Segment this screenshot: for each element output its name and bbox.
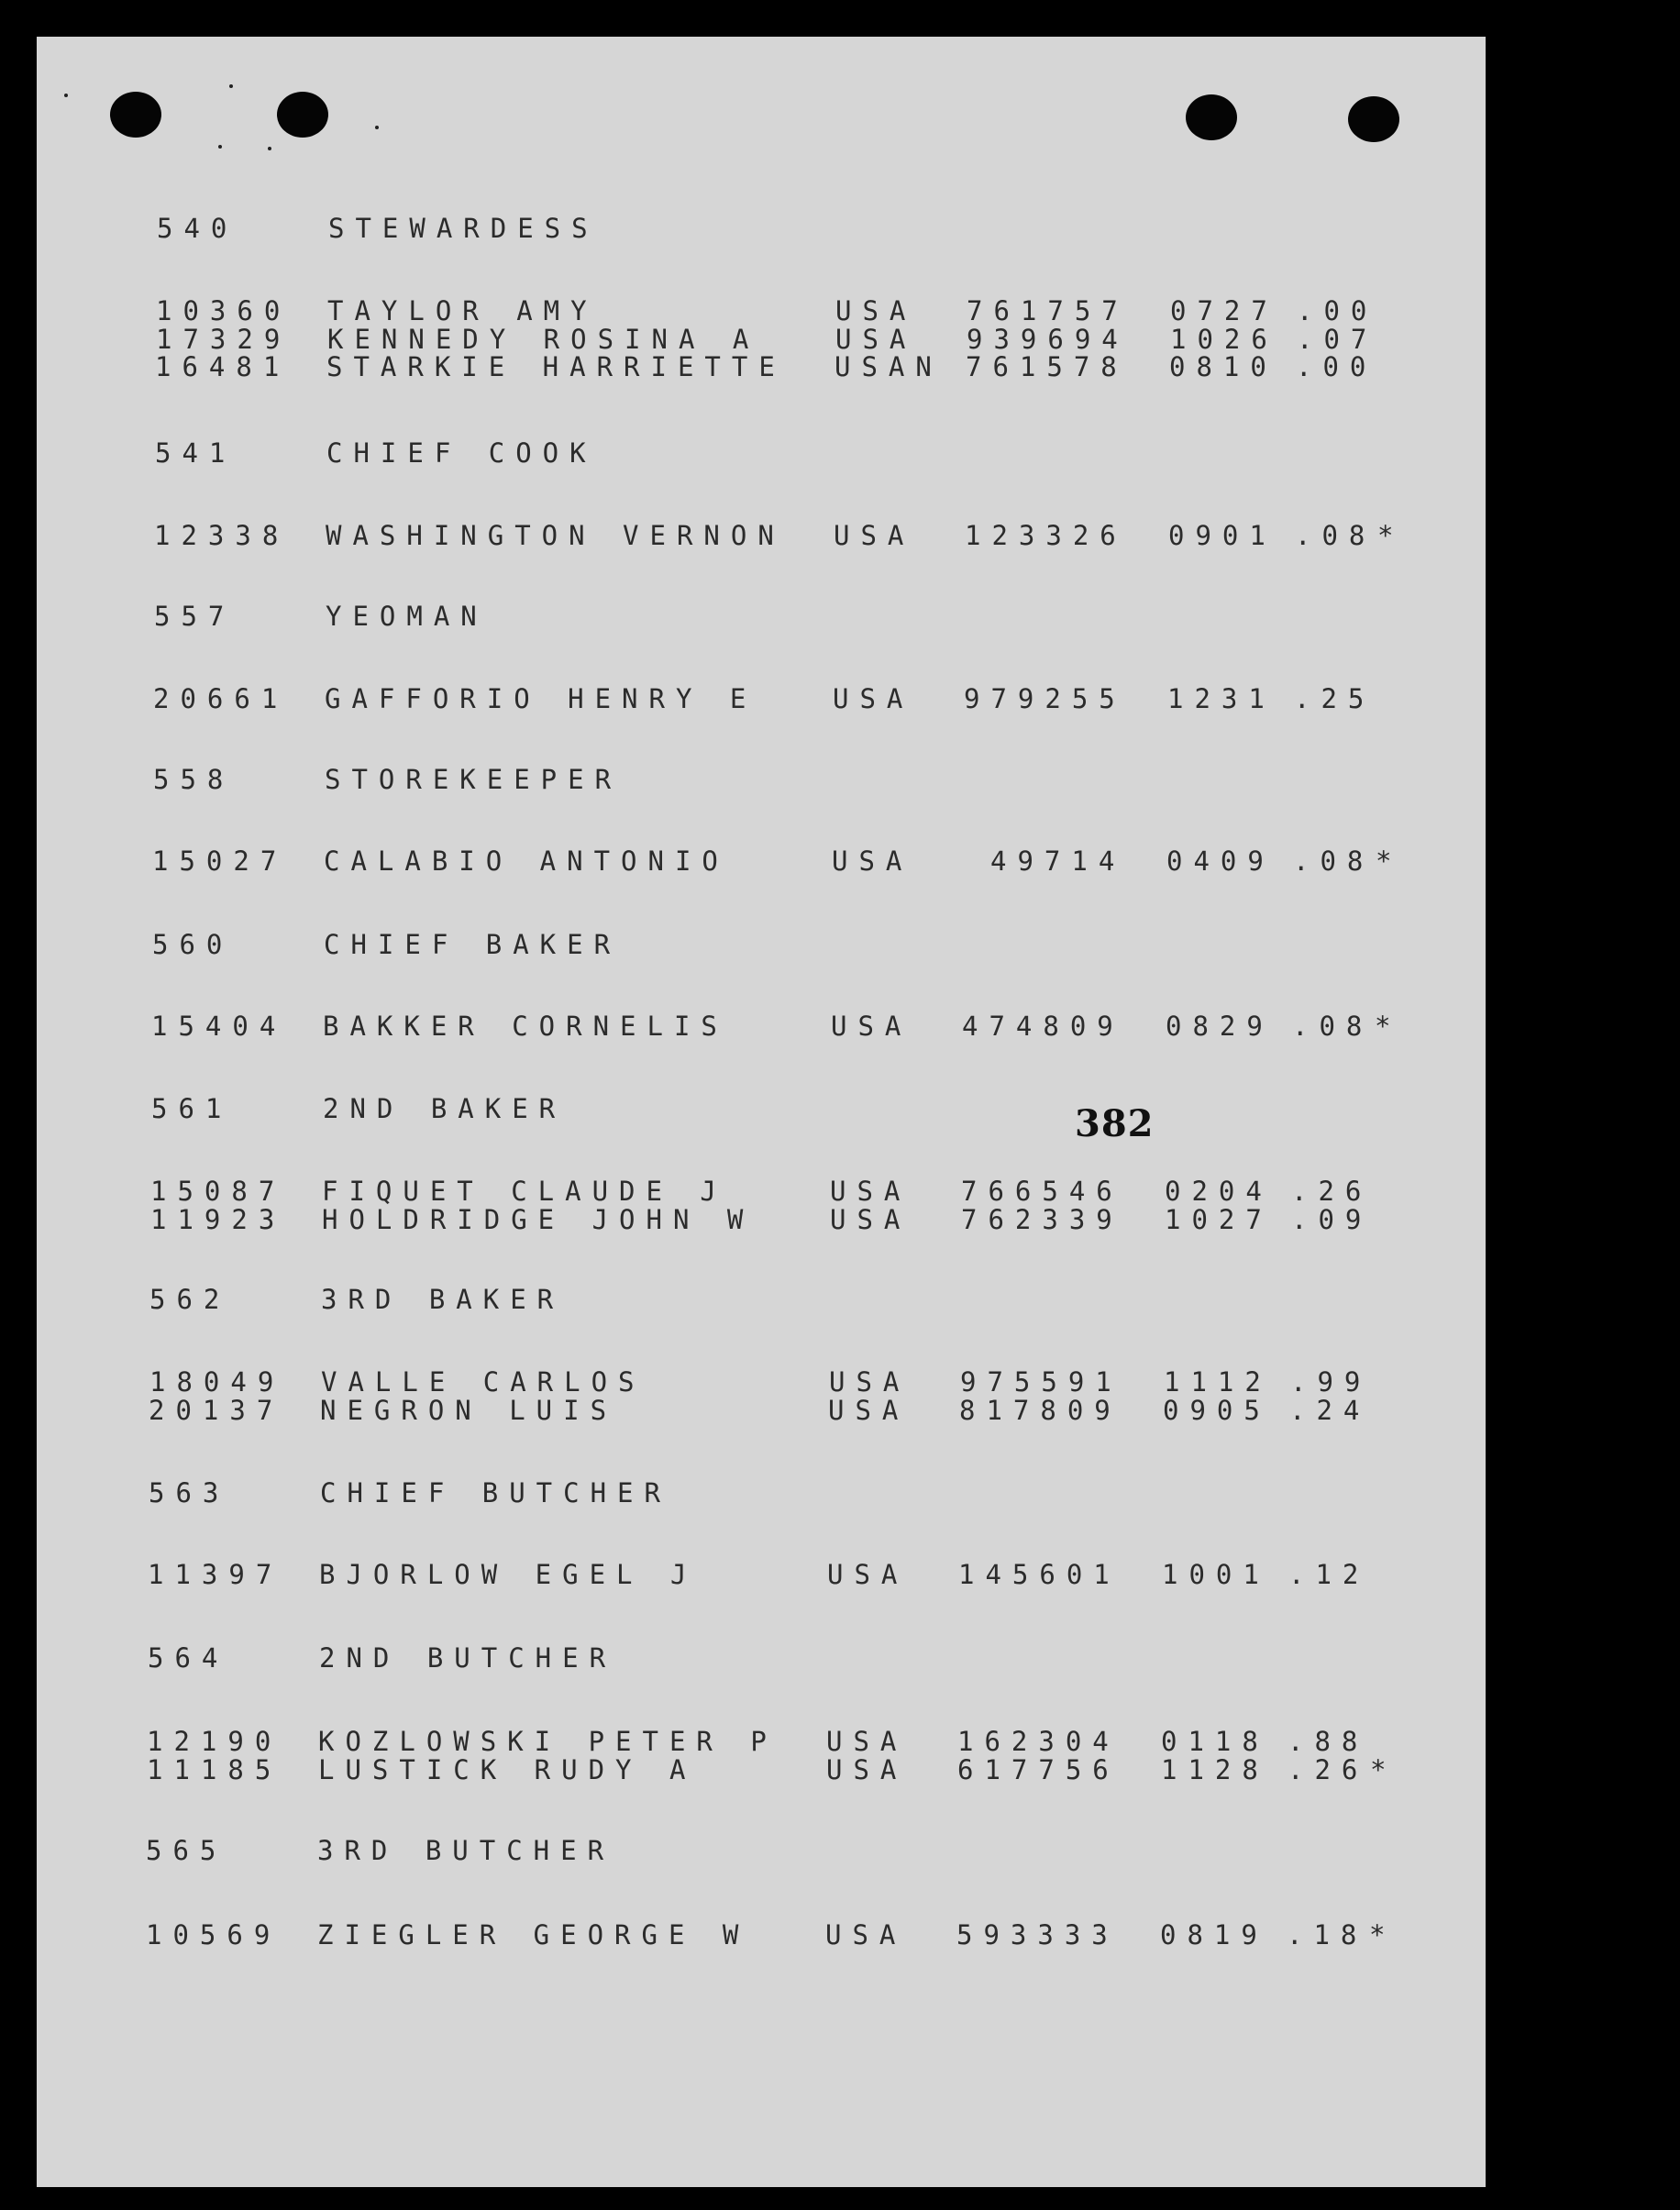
crew-id: 20661 — [153, 683, 289, 714]
value: .26 — [1291, 1176, 1373, 1207]
citizenship: USA — [826, 1754, 908, 1785]
crew-id: 11397 — [148, 1559, 283, 1590]
punch-hole — [277, 92, 328, 138]
asterisk-mark: * — [1370, 1754, 1398, 1785]
crew-id: 15027 — [152, 845, 288, 877]
date-code: 1128 — [1161, 1754, 1269, 1785]
value: .00 — [1296, 351, 1377, 382]
date-code: 1231 — [1167, 683, 1276, 714]
crew-name: GAFFORIO HENRY E — [325, 683, 757, 714]
document-number: 939694 — [967, 324, 1129, 355]
crew-name: BJORLOW EGEL J — [319, 1559, 698, 1590]
asterisk-mark: * — [1377, 520, 1405, 551]
citizenship: USA — [828, 1395, 910, 1426]
document-number: 145601 — [958, 1559, 1121, 1590]
crew-id: 18049 — [149, 1366, 285, 1398]
crew-id: 15087 — [150, 1176, 286, 1207]
citizenship: USA — [835, 295, 917, 326]
value: .07 — [1297, 324, 1378, 355]
value: .18 — [1287, 1919, 1368, 1950]
value: .26 — [1288, 1754, 1369, 1785]
document-page — [37, 37, 1486, 2187]
job-title: YEOMAN — [326, 601, 488, 632]
crew-id: 10360 — [156, 295, 292, 326]
citizenship: USA — [832, 845, 913, 877]
value: .88 — [1288, 1726, 1369, 1757]
date-code: 0905 — [1163, 1395, 1271, 1426]
citizenship: USA — [830, 1204, 912, 1235]
speck — [375, 126, 379, 129]
citizenship: USA — [830, 1176, 912, 1207]
date-code: 0819 — [1160, 1919, 1268, 1950]
document-number: 474809 — [962, 1011, 1124, 1042]
value: .99 — [1290, 1366, 1372, 1398]
crew-id: 17329 — [156, 324, 292, 355]
document-number: 761578 — [966, 351, 1128, 382]
punch-hole — [110, 92, 161, 138]
asterisk-mark: * — [1369, 1919, 1397, 1950]
job-code: 558 — [153, 764, 235, 795]
document-number: 123326 — [965, 520, 1127, 551]
crew-name: FIQUET CLAUDE J — [322, 1176, 727, 1207]
date-code: 0118 — [1161, 1726, 1269, 1757]
crew-name: WASHINGTON VERNON — [326, 520, 785, 551]
value: .24 — [1289, 1395, 1371, 1426]
crew-name: ZIEGLER GEORGE W — [317, 1919, 750, 1950]
job-code: 557 — [154, 601, 236, 632]
document-number: 817809 — [959, 1395, 1122, 1426]
crew-id: 11923 — [150, 1204, 286, 1235]
document-number: 766546 — [961, 1176, 1123, 1207]
citizenship: USA — [834, 520, 915, 551]
value: .12 — [1288, 1559, 1370, 1590]
asterisk-mark: * — [1375, 1011, 1402, 1042]
crew-name: KENNEDY ROSINA A — [327, 324, 760, 355]
citizenship: USA — [831, 1011, 912, 1042]
citizenship: USA — [829, 1366, 911, 1398]
citizenship: USAN — [834, 351, 943, 382]
job-title: CHIEF BAKER — [324, 929, 622, 960]
asterisk-mark: * — [1376, 845, 1403, 877]
document-number: 979255 — [964, 683, 1126, 714]
document-number: 762339 — [961, 1204, 1123, 1235]
job-code: 565 — [146, 1835, 227, 1866]
job-title: CHIEF BUTCHER — [320, 1477, 671, 1508]
document-number: 593333 — [956, 1919, 1119, 1950]
job-title: 2ND BAKER — [323, 1093, 567, 1124]
job-title: STOREKEEPER — [325, 764, 623, 795]
value: .08 — [1295, 520, 1376, 551]
job-title: CHIEF COOK — [326, 437, 597, 469]
date-code: 1026 — [1170, 324, 1278, 355]
date-code: 0829 — [1166, 1011, 1274, 1042]
value: .25 — [1294, 683, 1376, 714]
citizenship: USA — [827, 1559, 909, 1590]
crew-name: CALABIO ANTONIO — [324, 845, 729, 877]
crew-name: BAKKER CORNELIS — [323, 1011, 728, 1042]
job-title: 3RD BAKER — [321, 1284, 565, 1315]
job-code: 563 — [149, 1477, 230, 1508]
punch-hole — [1348, 96, 1399, 142]
crew-name: TAYLOR AMY — [327, 295, 598, 326]
date-code: 0409 — [1166, 845, 1275, 877]
date-code: 0810 — [1169, 351, 1277, 382]
job-code: 562 — [149, 1284, 231, 1315]
value: .00 — [1297, 295, 1378, 326]
document-number: 761757 — [967, 295, 1129, 326]
page-number-stamp: 382 — [1075, 1102, 1155, 1145]
citizenship: USA — [825, 1919, 907, 1950]
speck — [268, 147, 271, 150]
crew-name: STARKIE HARRIETTE — [326, 351, 786, 382]
crew-id: 20137 — [149, 1395, 284, 1426]
job-code: 564 — [148, 1642, 229, 1674]
crew-id: 15404 — [151, 1011, 287, 1042]
citizenship: USA — [835, 324, 917, 355]
crew-id: 12190 — [147, 1726, 282, 1757]
job-title: 2ND BUTCHER — [319, 1642, 617, 1674]
job-title: 3RD BUTCHER — [317, 1835, 615, 1866]
job-code: 561 — [151, 1093, 233, 1124]
value: .08 — [1293, 845, 1375, 877]
date-code: 1112 — [1164, 1366, 1272, 1398]
job-code: 540 — [157, 213, 238, 244]
speck — [229, 84, 233, 88]
job-code: 560 — [152, 929, 234, 960]
date-code: 0727 — [1170, 295, 1278, 326]
speck — [64, 94, 68, 97]
crew-id: 12338 — [154, 520, 290, 551]
crew-id: 16481 — [155, 351, 291, 382]
punch-hole — [1186, 94, 1237, 140]
date-code: 1001 — [1162, 1559, 1270, 1590]
date-code: 0901 — [1168, 520, 1277, 551]
value: .08 — [1292, 1011, 1374, 1042]
value: .09 — [1291, 1204, 1373, 1235]
citizenship: USA — [833, 683, 914, 714]
document-number: 162304 — [957, 1726, 1120, 1757]
crew-name: KOZLOWSKI PETER P — [318, 1726, 778, 1757]
job-title: STEWARDESS — [328, 213, 599, 244]
crew-id: 11185 — [147, 1754, 282, 1785]
document-number: 975591 — [960, 1366, 1122, 1398]
date-code: 1027 — [1165, 1204, 1273, 1235]
job-code: 541 — [155, 437, 237, 469]
document-number: 49714 — [990, 845, 1126, 877]
crew-id: 10569 — [146, 1919, 282, 1950]
crew-name: LUSTICK RUDY A — [318, 1754, 697, 1785]
document-number: 617756 — [957, 1754, 1120, 1785]
crew-name: NEGRON LUIS — [320, 1395, 618, 1426]
date-code: 0204 — [1165, 1176, 1273, 1207]
speck — [218, 145, 222, 149]
citizenship: USA — [826, 1726, 908, 1757]
crew-name: VALLE CARLOS — [321, 1366, 646, 1398]
crew-name: HOLDRIDGE JOHN W — [322, 1204, 755, 1235]
